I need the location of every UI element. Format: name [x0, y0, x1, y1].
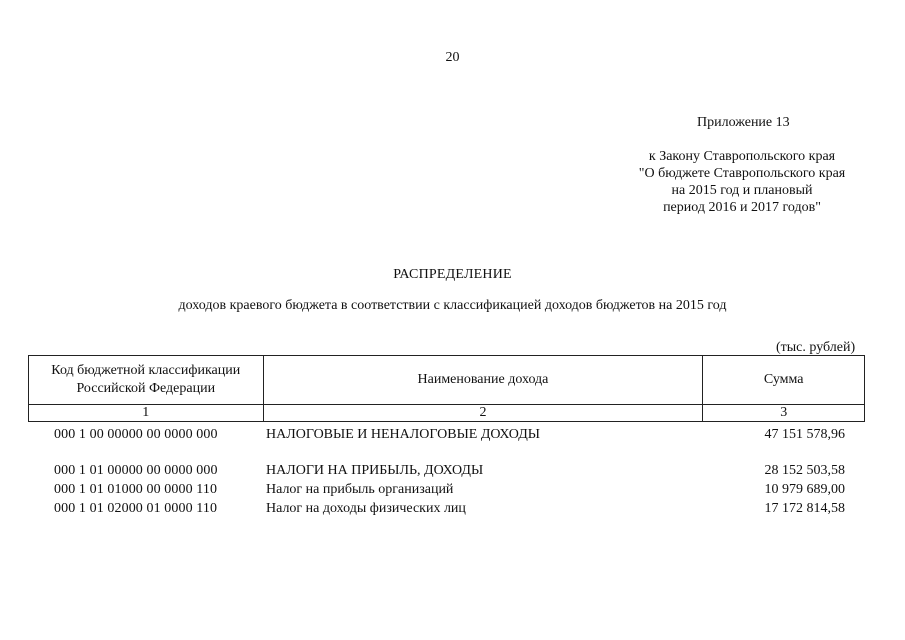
law-reference-line-2: "О бюджете Ставропольского края [638, 166, 846, 181]
row-name: Налог на прибыль организаций [266, 482, 454, 497]
table-row [0, 500, 905, 518]
row-amount: 28 152 503,58 [764, 463, 845, 478]
row-code: 000 1 01 02000 01 0000 110 [54, 501, 218, 516]
header-amount: Сумма [703, 356, 865, 405]
document-title: РАСПРЕДЕЛЕНИЕ [393, 267, 512, 282]
row-code: 000 1 00 00000 00 0000 000 [54, 427, 218, 442]
table-header [28, 355, 865, 422]
law-reference-line-4: период 2016 и 2017 годов" [663, 200, 821, 215]
column-number-3: 3 [703, 405, 865, 422]
row-amount: 17 172 814,58 [764, 501, 845, 516]
column-number-1: 1 [29, 405, 264, 422]
header-name: Наименование дохода [263, 356, 703, 405]
page-number: 20 [445, 50, 460, 65]
row-name: НАЛОГИ НА ПРИБЫЛЬ, ДОХОДЫ [266, 463, 484, 478]
table-row [0, 462, 905, 480]
appendix-label: Приложение 13 [697, 115, 790, 130]
law-reference-line-1: к Закону Ставропольского края [648, 149, 836, 164]
law-reference-line-3: на 2015 год и плановый [671, 183, 813, 198]
document-subtitle: доходов краевого бюджета в соответствии с классификацией доходов бюджетов на 2015 год [178, 298, 727, 313]
row-code: 000 1 01 00000 00 0000 000 [54, 463, 218, 478]
table-row [0, 426, 905, 444]
row-amount: 47 151 578,96 [764, 427, 845, 442]
row-name: Налог на доходы физических лиц [266, 501, 466, 516]
column-number-2: 2 [263, 405, 703, 422]
header-code: Код бюджетной классификации Российской Федерации [29, 356, 264, 405]
units-label: (тыс. рублей) [776, 340, 856, 355]
row-code: 000 1 01 01000 00 0000 110 [54, 482, 218, 497]
row-name: НАЛОГОВЫЕ И НЕНАЛОГОВЫЕ ДОХОДЫ [266, 427, 540, 442]
row-amount: 10 979 689,00 [764, 482, 845, 497]
table-row [0, 481, 905, 499]
